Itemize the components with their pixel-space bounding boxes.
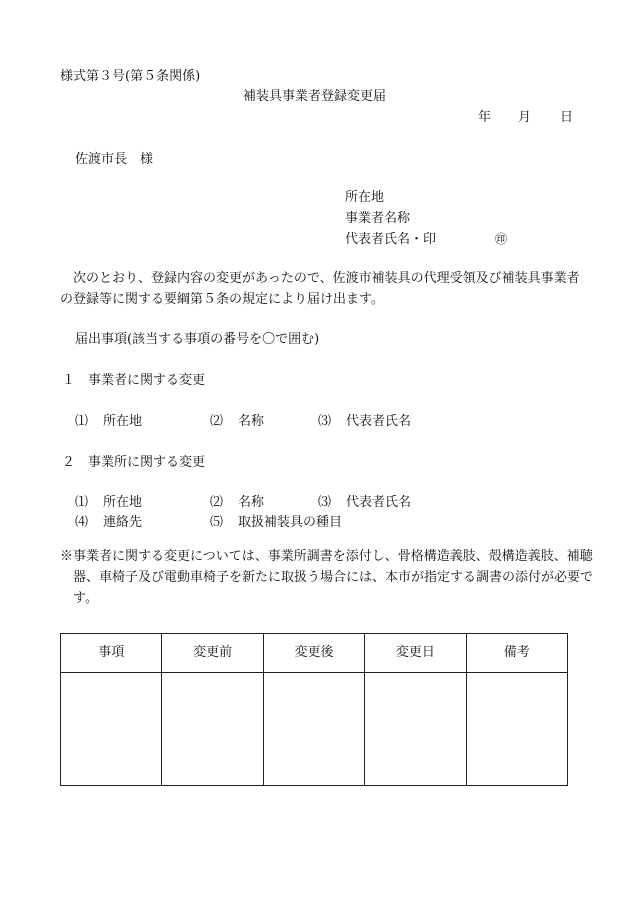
change-table [60, 633, 568, 786]
section2-option-2: ⑵ 名称 [210, 495, 265, 510]
cell-change-date[interactable] [365, 673, 466, 786]
cell-item[interactable] [61, 673, 162, 786]
cell-after[interactable] [263, 673, 364, 786]
header-change-date: 変更日 [365, 634, 466, 673]
document-title: 補装具事業者登録変更届 [243, 89, 387, 104]
header-item: 事項 [61, 634, 162, 673]
section2-option-1: ⑴ 所在地 [75, 495, 143, 510]
date-line [478, 110, 573, 126]
header-before: 変更前 [162, 634, 263, 673]
section1-heading: １ 事業者に関する変更 [62, 373, 206, 388]
note-text: ※事業者に関する変更については、事業所調書を添付し、骨格構造義肢、殻構造義肢、補聴器、車椅子及び電動車椅子を新たに取扱う場合には、本市が指定する調書の添付が必要です。 [60, 549, 594, 606]
header-after: 変更後 [263, 634, 364, 673]
addressee: 佐渡市長 様 [75, 152, 154, 167]
table-header-row [61, 634, 568, 673]
date-year: 年 [478, 110, 492, 125]
section2-option-4: ⑷ 連絡先 [75, 515, 143, 530]
date-day: 日 [560, 110, 574, 125]
applicant-block [345, 190, 508, 253]
items-heading: 届出事項(該当する事項の番号を〇で囲む) [75, 332, 320, 347]
cell-before[interactable] [162, 673, 263, 786]
section1-option-1: ⑴ 所在地 [75, 414, 143, 429]
date-month: 月 [518, 110, 532, 125]
representative-label: 代表者氏名・印 [345, 232, 437, 247]
cell-remarks[interactable] [466, 673, 567, 786]
form-number: 様式第３号(第５条関係) [60, 69, 201, 84]
section2-option-3: ⑶ 代表者氏名 [318, 495, 412, 510]
business-name-label: 事業者名称 [345, 211, 411, 226]
section2-heading: ２ 事業所に関する変更 [62, 455, 206, 470]
section1-option-3: ⑶ 代表者氏名 [318, 414, 412, 429]
section2-option-5: ⑸ 取扱補装具の種目 [210, 515, 343, 530]
body-text: 次のとおり、登録内容の変更があったので、佐渡市補装具の代理受領及び補装具事業者の登録等に関する要綱第５条の規定により届け出ます。 [60, 271, 580, 307]
table-row [61, 673, 568, 786]
section1-option-2: ⑵ 名称 [210, 414, 265, 429]
address-label: 所在地 [345, 190, 385, 205]
seal-mark: ㊞ [495, 232, 508, 246]
header-remarks: 備考 [466, 634, 567, 673]
